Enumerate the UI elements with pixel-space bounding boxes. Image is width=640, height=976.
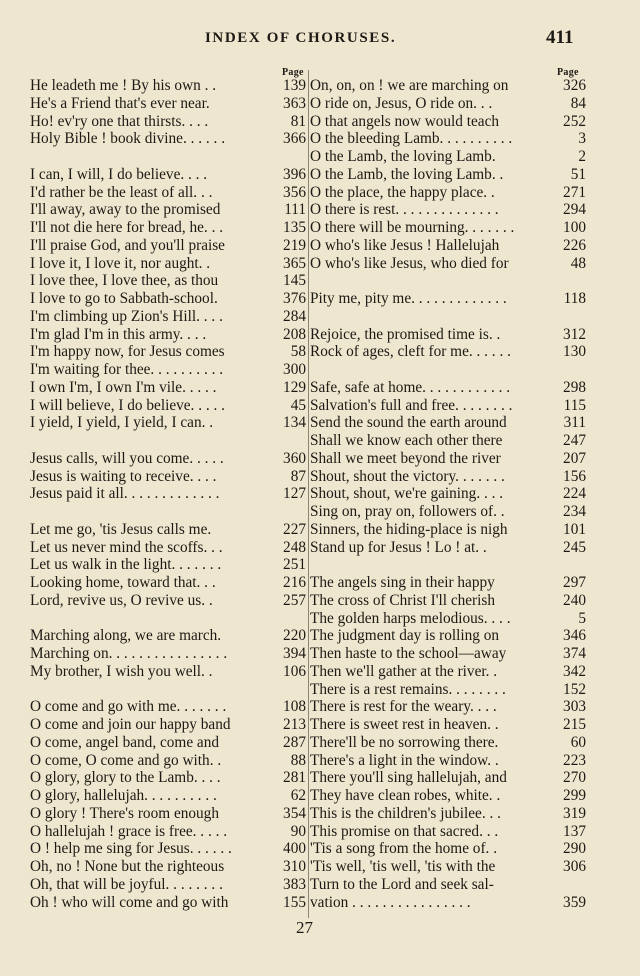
index-entry	[310, 787, 586, 805]
entry-page: 115	[563, 396, 586, 414]
entry-page: 252	[563, 112, 586, 130]
index-entry	[310, 823, 586, 841]
entry-title: There you'll sing hallelujah, and	[310, 769, 507, 787]
entry-page: 281	[283, 769, 306, 787]
index-entry	[310, 201, 586, 219]
entry-page: 311	[563, 414, 586, 432]
entry-page: 134	[283, 414, 306, 432]
index-entry	[30, 485, 306, 503]
entry-title: O that angels now would teach	[310, 112, 500, 130]
index-entry	[310, 468, 586, 486]
entry-page: 310	[283, 858, 306, 875]
entry-title: I love to go to Sabbath-school.	[30, 290, 218, 307]
index-entry	[310, 698, 586, 716]
entry-page: 111	[284, 201, 306, 219]
index-entry	[30, 326, 306, 344]
entry-title: I'll praise God, and you'll praise	[30, 236, 225, 254]
index-entry	[30, 184, 306, 202]
entry-title: There'll be no sorrowing there.	[310, 733, 499, 751]
page-column-label-right: Page	[557, 67, 579, 78]
entry-page: 223	[563, 751, 586, 769]
index-entry	[310, 77, 586, 95]
entry-page: 226	[563, 236, 586, 254]
index-entry	[30, 219, 306, 237]
entry-title: 'Tis well, 'tis well, 'tis with the	[310, 858, 496, 875]
section-gap	[310, 308, 586, 326]
entry-title: O who's like Jesus ! Hallelujah	[310, 236, 500, 254]
entry-page: 207	[563, 449, 586, 467]
entry-title: Lord, revive us, O revive us. .	[30, 591, 213, 609]
entry-page: 2	[578, 148, 586, 165]
index-entry	[310, 592, 586, 610]
section-gap	[30, 503, 306, 521]
entry-page: 298	[563, 378, 586, 396]
entry-page: 356	[283, 183, 306, 201]
index-entry	[310, 326, 586, 344]
right-index-column	[310, 77, 586, 911]
entry-page: 365	[283, 254, 306, 272]
entry-page: 45	[290, 396, 306, 414]
entry-page: 87	[290, 467, 306, 485]
index-entry	[30, 272, 306, 290]
entry-title: Rejoice, the promised time is. .	[310, 325, 501, 343]
entry-title: I will believe, I do believe. . . . .	[30, 396, 225, 414]
entry-title: Safe, safe at home. . . . . . . . . . . .	[310, 378, 511, 396]
entry-title: On, on, on ! we are marching on	[310, 77, 509, 94]
entry-page: 245	[563, 538, 586, 556]
index-entry	[30, 290, 306, 308]
entry-title: Oh ! who will come and go with	[30, 893, 229, 911]
entry-page: 220	[283, 627, 306, 645]
index-entry	[30, 95, 306, 113]
entry-page: 234	[563, 503, 586, 520]
entry-page: 145	[283, 272, 306, 290]
entry-page: 299	[563, 787, 586, 804]
section-gap	[30, 681, 306, 699]
index-entry	[310, 450, 586, 468]
index-entry	[30, 716, 306, 734]
index-entry	[30, 787, 306, 805]
entry-page: 300	[283, 361, 306, 378]
entry-title: Stand up for Jesus ! Lo ! at. .	[310, 538, 487, 556]
entry-page: 227	[283, 520, 306, 538]
index-entry	[30, 840, 306, 858]
entry-page: 127	[283, 485, 306, 503]
entry-page: 118	[563, 290, 586, 307]
entry-title: O the bleeding Lamb. . . . . . . . . .	[310, 130, 513, 148]
left-index-column	[30, 77, 306, 911]
index-entry	[30, 698, 306, 716]
page-column-label-left: Page	[282, 67, 304, 78]
entry-title: Looking home, toward that. . .	[30, 574, 216, 591]
entry-page: 303	[563, 698, 586, 716]
entry-title: This promise on that sacred. . .	[310, 822, 499, 840]
index-entry	[310, 681, 586, 699]
entry-page: 137	[563, 822, 586, 840]
index-entry	[310, 485, 586, 503]
entry-page: 130	[563, 343, 586, 361]
index-entry	[30, 627, 306, 645]
index-entry	[310, 379, 586, 397]
entry-title: O ride on, Jesus, O ride on. . .	[310, 94, 493, 112]
index-entry	[310, 343, 586, 361]
entry-page: 366	[283, 130, 306, 148]
index-entry	[310, 645, 586, 663]
entry-title: Turn to the Lord and seek sal-	[310, 875, 494, 893]
entry-page: 400	[283, 840, 306, 858]
index-entry	[310, 752, 586, 770]
entry-page: 374	[563, 645, 586, 662]
column-divider	[308, 70, 309, 918]
entry-title: Ho! ev'ry one that thirsts. . . .	[30, 112, 209, 130]
entry-title: There is a rest remains. . . . . . . .	[310, 680, 506, 698]
entry-page: 213	[283, 716, 306, 733]
index-entry	[30, 769, 306, 787]
entry-title: This is the children's jubilee. . .	[310, 804, 501, 822]
entry-page: 129	[283, 378, 306, 396]
entry-page: 319	[563, 804, 586, 822]
index-entry	[30, 574, 306, 592]
entry-title: O come and go with me. . . . . . .	[30, 698, 227, 716]
entry-title: I love thee, I love thee, as thou	[30, 272, 219, 290]
index-entry	[310, 769, 586, 787]
entry-page: 360	[283, 449, 306, 467]
entry-title: I'm glad I'm in this army. . . .	[30, 325, 207, 343]
entry-title: Salvation's full and free. . . . . . . .	[310, 396, 513, 414]
entry-title: O there is rest. . . . . . . . . . . . . .	[310, 201, 499, 219]
index-entry	[30, 805, 306, 823]
index-entry	[30, 645, 306, 663]
entry-page: 62	[290, 787, 306, 804]
index-entry	[310, 113, 586, 131]
index-entry	[30, 397, 306, 415]
entry-page: 48	[570, 254, 586, 272]
index-entry	[30, 858, 306, 876]
index-entry	[30, 823, 306, 841]
entry-page: 363	[283, 94, 306, 112]
entry-title: I own I'm, I own I'm vile. . . . .	[30, 378, 217, 396]
index-entry	[310, 894, 586, 912]
entry-title: O there will be mourning. . . . . . .	[310, 219, 515, 236]
index-entry	[310, 876, 586, 894]
entry-page: 354	[283, 804, 306, 822]
index-entry	[30, 556, 306, 574]
entry-page: 155	[283, 893, 306, 911]
index-entry	[30, 201, 306, 219]
entry-title: I'll not die here for bread, he. . .	[30, 219, 224, 236]
entry-title: Jesus is waiting to receive. . . .	[30, 467, 217, 485]
entry-title: O come, angel band, come and	[30, 733, 220, 751]
section-gap	[30, 610, 306, 628]
entry-page: 108	[283, 698, 306, 716]
entry-title: Then haste to the school—away	[310, 645, 507, 662]
entry-page: 248	[283, 538, 306, 556]
entry-page: 270	[563, 769, 586, 787]
index-entry	[310, 290, 586, 308]
entry-page: 152	[563, 680, 586, 698]
index-entry	[30, 539, 306, 557]
index-entry	[310, 219, 586, 237]
entry-title: I'm climbing up Zion's Hill. . . .	[30, 307, 223, 325]
index-entry	[310, 663, 586, 681]
index-entry	[30, 592, 306, 610]
entry-page: 257	[283, 591, 306, 609]
entry-title: Rock of ages, cleft for me. . . . . .	[310, 343, 511, 361]
entry-page: 84	[570, 94, 586, 112]
entry-title: I can, I will, I do believe. . . .	[30, 165, 208, 183]
entry-page: 100	[563, 219, 586, 236]
index-entry	[30, 521, 306, 539]
entry-title: He's a Friend that's ever near.	[30, 94, 210, 112]
entry-page: 342	[563, 662, 586, 680]
section-gap	[310, 272, 586, 290]
entry-page: 359	[563, 893, 586, 911]
entry-page: 81	[290, 112, 306, 130]
index-entry	[310, 148, 586, 166]
entry-title: Shall we know each other there	[310, 432, 503, 449]
index-entry	[310, 237, 586, 255]
entry-title: Let me go, 'tis Jesus calls me.	[30, 520, 212, 538]
entry-title: I'd rather be the least of all. . .	[30, 183, 213, 201]
entry-title: There's a light in the window. .	[310, 751, 499, 769]
section-gap	[30, 432, 306, 450]
entry-page: 287	[283, 733, 306, 751]
entry-page: 346	[563, 627, 586, 645]
index-entry	[30, 734, 306, 752]
entry-page: 139	[283, 77, 306, 94]
entry-page: 297	[563, 574, 586, 591]
entry-title: I love it, I love it, nor aught. .	[30, 254, 211, 272]
entry-page: 290	[563, 840, 586, 858]
entry-page: 284	[283, 307, 306, 325]
entry-title: Jesus calls, will you come. . . . .	[30, 449, 224, 467]
entry-title: 'Tis a song from the home of. .	[310, 840, 498, 858]
entry-title: I'm waiting for thee. . . . . . . . . .	[30, 361, 224, 378]
index-entry	[30, 752, 306, 770]
entry-title: Holy Bible ! book divine. . . . . .	[30, 130, 226, 148]
index-entry	[30, 308, 306, 326]
entry-page: 208	[283, 325, 306, 343]
entry-page: 216	[283, 574, 306, 591]
entry-title: O who's like Jesus, who died for	[310, 254, 509, 272]
entry-page: 106	[283, 662, 306, 680]
signature-number: 27	[296, 918, 313, 937]
entry-title: O the place, the happy place. .	[310, 183, 495, 201]
entry-title: O ! help me sing for Jesus. . . . . .	[30, 840, 232, 858]
entry-page: 240	[563, 591, 586, 609]
entry-page: 394	[283, 645, 306, 662]
entry-page: 5	[578, 609, 586, 627]
entry-page: 58	[290, 343, 306, 361]
index-entry	[310, 95, 586, 113]
entry-title: O hallelujah ! grace is free. . . . .	[30, 822, 228, 840]
section-gap	[310, 361, 586, 379]
entry-page	[583, 876, 586, 894]
entry-title: Let us walk in the light. . . . . . .	[30, 556, 222, 574]
entry-title: They have clean robes, white. .	[310, 787, 501, 804]
index-entry	[310, 840, 586, 858]
index-entry	[30, 113, 306, 131]
index-entry	[310, 255, 586, 273]
entry-title: Jesus paid it all. . . . . . . . . . . . .	[30, 485, 220, 503]
entry-page: 156	[563, 467, 586, 485]
entry-page: 224	[563, 485, 586, 503]
entry-page: 215	[563, 716, 586, 733]
entry-page: 383	[283, 875, 306, 893]
index-entry	[30, 166, 306, 184]
index-entry	[30, 414, 306, 432]
index-entry	[310, 184, 586, 202]
entry-title: Shall we meet beyond the river	[310, 449, 501, 467]
index-entry	[30, 255, 306, 273]
entry-title: Sing on, pray on, followers of. .	[310, 503, 505, 520]
entry-title: I'll away, away to the promised	[30, 201, 221, 219]
index-entry	[310, 858, 586, 876]
entry-title: The angels sing in their happy	[310, 574, 495, 591]
index-entry	[310, 397, 586, 415]
entry-title: The cross of Christ I'll cherish	[310, 591, 496, 609]
entry-page: 51	[570, 165, 586, 183]
entry-page: 251	[283, 556, 306, 574]
entry-page: 376	[283, 290, 306, 307]
entry-page: 101	[563, 520, 586, 538]
index-entry	[30, 450, 306, 468]
index-entry	[30, 361, 306, 379]
entry-title: The judgment day is rolling on	[310, 627, 500, 645]
index-entry	[310, 130, 586, 148]
entry-title: vation . . . . . . . . . . . . . . . .	[310, 893, 471, 911]
entry-title: O the Lamb, the loving Lamb.	[310, 148, 496, 165]
entry-page: 219	[283, 236, 306, 254]
index-entry	[30, 379, 306, 397]
index-entry	[310, 521, 586, 539]
index-entry	[310, 539, 586, 557]
section-gap	[310, 556, 586, 574]
entry-page: 3	[578, 130, 586, 148]
index-entry	[310, 627, 586, 645]
page-number: 411	[546, 27, 574, 48]
index-entry	[30, 77, 306, 95]
entry-title: I'm happy now, for Jesus comes	[30, 343, 225, 361]
entry-page: 60	[570, 733, 586, 751]
entry-title: My brother, I wish you well. .	[30, 662, 213, 680]
entry-title: Marching on. . . . . . . . . . . . . . . .	[30, 645, 228, 662]
entry-title: There is rest for the weary. . . .	[310, 698, 497, 716]
index-entry	[310, 574, 586, 592]
entry-title: Shout, shout, we're gaining. . . .	[310, 485, 504, 503]
entry-title: Pity me, pity me. . . . . . . . . . . . .	[310, 290, 507, 307]
index-entry	[310, 432, 586, 450]
index-entry	[30, 468, 306, 486]
index-entry	[310, 610, 586, 628]
index-entry	[310, 414, 586, 432]
entry-title: There is sweet rest in heaven. .	[310, 716, 499, 733]
entry-page: 396	[283, 165, 306, 183]
index-entry	[30, 663, 306, 681]
entry-page: 271	[563, 183, 586, 201]
entry-title: Shout, shout the victory. . . . . . .	[310, 467, 505, 485]
entry-title: Oh, that will be joyful. . . . . . . .	[30, 875, 223, 893]
section-gap	[30, 148, 306, 166]
entry-title: Sinners, the hiding-place is nigh	[310, 520, 508, 538]
index-entry	[30, 237, 306, 255]
entry-page: 88	[290, 751, 306, 769]
page-title: INDEX OF CHORUSES.	[205, 30, 397, 46]
entry-title: The golden harps melodious. . . .	[310, 609, 511, 627]
entry-page: 306	[563, 858, 586, 875]
entry-title: Send the sound the earth around	[310, 414, 507, 432]
entry-page: 312	[563, 325, 586, 343]
entry-page: 135	[283, 219, 306, 236]
index-entry	[30, 130, 306, 148]
entry-title: O glory, glory to the Lamb. . . .	[30, 769, 221, 787]
entry-title: He leadeth me ! By his own . .	[30, 77, 217, 94]
index-entry	[310, 716, 586, 734]
index-entry	[310, 503, 586, 521]
entry-title: Then we'll gather at the river. .	[310, 662, 498, 680]
index-entry	[310, 166, 586, 184]
index-entry	[30, 343, 306, 361]
entry-title: Oh, no ! None but the righteous	[30, 858, 225, 875]
entry-title: O come, O come and go with. .	[30, 751, 222, 769]
entry-page: 294	[563, 201, 586, 219]
index-entry	[30, 894, 306, 912]
entry-title: O come and join our happy band	[30, 716, 231, 733]
entry-title: O the Lamb, the loving Lamb. .	[310, 165, 504, 183]
index-entry	[310, 734, 586, 752]
entry-title: O glory, hallelujah. . . . . . . . . .	[30, 787, 217, 804]
index-entry	[30, 876, 306, 894]
entry-page: 326	[563, 77, 586, 94]
entry-title: O glory ! There's room enough	[30, 804, 219, 822]
entry-page: 90	[290, 822, 306, 840]
entry-title: I yield, I yield, I yield, I can. .	[30, 414, 214, 432]
entry-title: Marching along, we are march.	[30, 627, 222, 645]
index-entry	[310, 805, 586, 823]
entry-page: 247	[563, 432, 586, 449]
entry-title: Let us never mind the scoffs. . .	[30, 538, 223, 556]
